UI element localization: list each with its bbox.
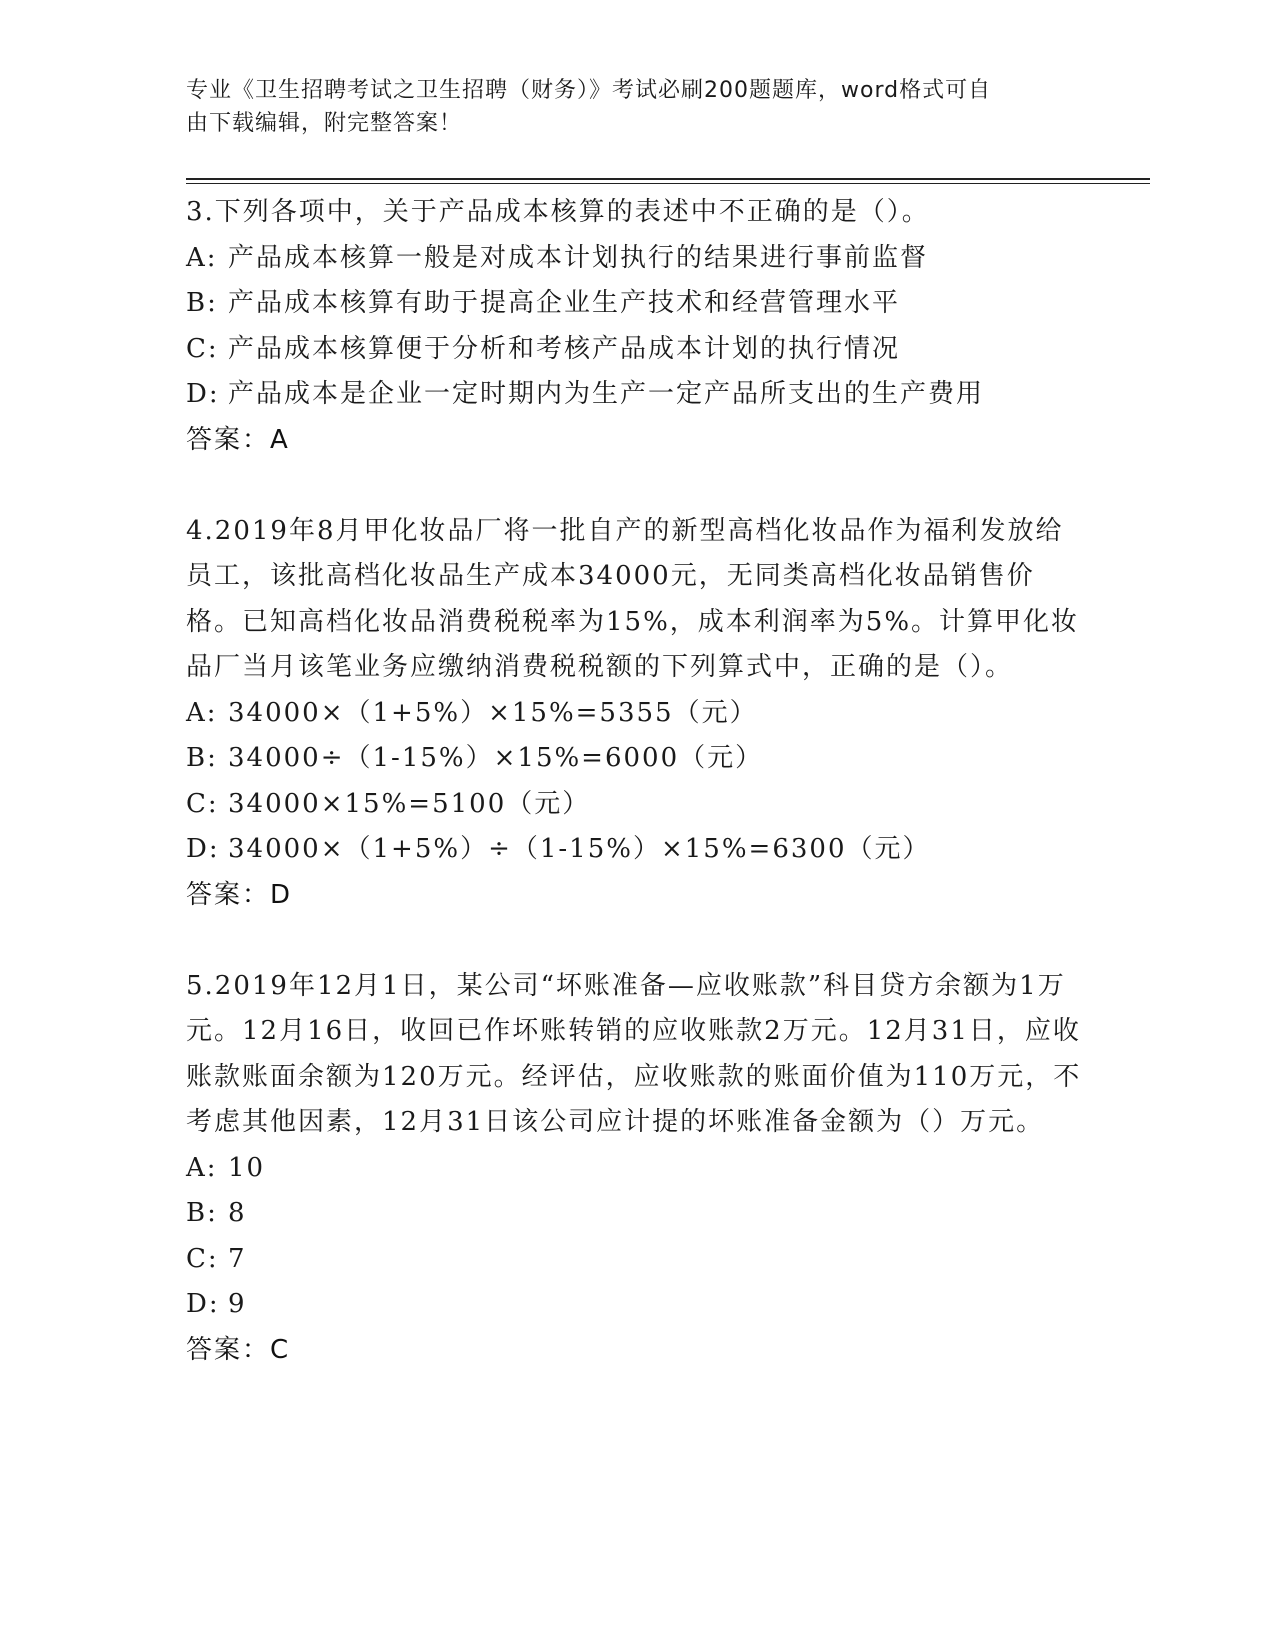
- option-text: 8: [228, 1198, 247, 1228]
- question-stem: 4.2019年8月甲化妆品厂将一批自产的新型高档化妆品作为福利发放给员工，该批高档化妆品生产成本34000元，无同类高档化妆品销售价格。已知高档化妆品消费税税率为15%，成本利润率为5%。计算甲化妆品厂当月该笔业务应缴纳消费税税额的下列算式中，正确的是（）。: [186, 515, 1080, 682]
- option-c: [186, 327, 1086, 373]
- option-a: [186, 236, 1086, 282]
- option-c: [186, 1237, 1086, 1283]
- question-5: [186, 964, 1086, 1374]
- option-b: [186, 1191, 1086, 1237]
- question-4: [186, 509, 1086, 919]
- option-letter: D:: [186, 379, 220, 409]
- option-letter: B:: [186, 288, 218, 318]
- question-stem: 3.下列各项中，关于产品成本核算的表述中不正确的是（）。: [186, 197, 930, 227]
- option-text: 7: [228, 1243, 247, 1274]
- option-text: 34000×15%=5100（元）: [228, 788, 591, 819]
- option-text: 产品成本核算一般是对成本计划执行的结果进行事前监督: [228, 242, 929, 273]
- answer-line: 答案：C: [186, 1334, 291, 1365]
- option-a: [186, 1146, 1086, 1192]
- option-letter: C:: [186, 788, 219, 819]
- header-title-line-2: 由下载编辑，附完整答案！: [186, 111, 463, 136]
- question-stem: 5.2019年12月1日，某公司“坏账准备—应收账款”科目贷方余额为1万元。12月16日，收回已作坏账转销的应收账款2万元。12月31日，应收账款账面余额为120万元。经评估，应收账款的账面价值为110万元，不考虑其他因素，12月31日该公司应计提的坏账准备金额为（）万元。: [186, 970, 1082, 1137]
- option-a: [186, 691, 1086, 737]
- option-b: [186, 281, 1086, 327]
- question-spacer: [186, 918, 1086, 964]
- header-divider-thick: [186, 178, 1150, 180]
- option-text: 34000×（1+5%）×15%=5355（元）: [228, 697, 758, 728]
- option-letter: B:: [186, 743, 218, 773]
- option-letter: B:: [186, 1198, 218, 1228]
- option-letter: C:: [186, 333, 219, 364]
- answer-line: 答案：D: [186, 879, 293, 910]
- option-letter: A:: [186, 697, 218, 728]
- question-3: [186, 190, 1086, 463]
- option-letter: A:: [186, 242, 218, 273]
- option-text: 34000÷（1-15%）×15%=6000（元）: [228, 743, 764, 773]
- option-letter: D:: [186, 1289, 220, 1319]
- option-text: 产品成本核算便于分析和考核产品成本计划的执行情况: [228, 333, 901, 364]
- option-d: [186, 372, 1086, 418]
- option-d: [186, 1282, 1086, 1328]
- option-d: [186, 827, 1086, 873]
- header-title-line-1: 专业《卫生招聘考试之卫生招聘（财务）》考试必刷200题题库，word格式可自: [186, 78, 992, 103]
- option-text: 9: [228, 1289, 247, 1319]
- option-text: 34000×（1+5%）÷（1-15%）×15%=6300（元）: [228, 834, 931, 864]
- option-text: 产品成本核算有助于提高企业生产技术和经营管理水平: [228, 288, 901, 318]
- question-spacer: [186, 463, 1086, 509]
- answer-line: 答案：A: [186, 424, 290, 455]
- header-divider-thin: [186, 183, 1150, 184]
- option-text: 10: [228, 1152, 266, 1183]
- option-c: [186, 782, 1086, 828]
- option-letter: A:: [186, 1152, 218, 1183]
- document-header: [186, 74, 1066, 140]
- option-b: [186, 736, 1086, 782]
- option-text: 产品成本是企业一定时期内为生产一定产品所支出的生产费用: [228, 379, 985, 409]
- option-letter: D:: [186, 834, 220, 864]
- question-list: [186, 190, 1086, 1373]
- option-letter: C:: [186, 1243, 219, 1274]
